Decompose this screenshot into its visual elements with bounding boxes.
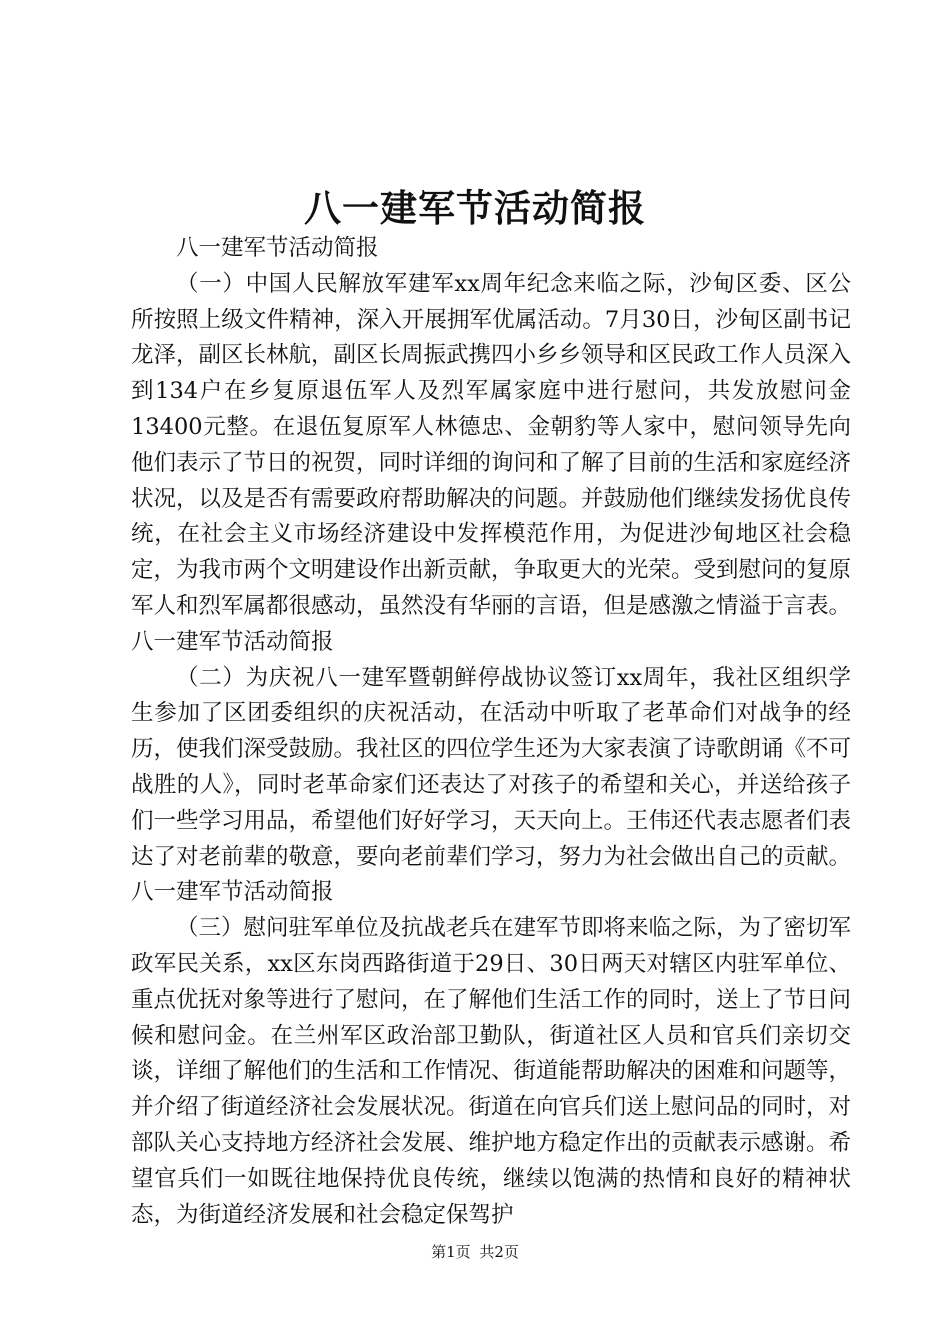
paragraph-1: （一）中国人民解放军建军xx周年纪念来临之际，沙甸区委、区公所按照上级文件精神，深入开展拥军优属活动。7月30日，沙甸区副书记龙泽，副区长林航，副区长周振武携四小乡乡领导和区民政工作人员深入到134户在乡复原退伍军人及烈军属家庭中进行慰问，共发放慰问金13400元整。在退伍复原军人林德忠、金朝豹等人家中，慰问领导先向他们表示了节日的祝贺，同时详细的询问和了解了目前的生活和家庭经济状况，以及是否有需要政府帮助解决的问题。并鼓励他们继续发扬优良传统，在社会主义市场经济建设中发挥模范作用，为促进沙甸地区社会稳定，为我市两个文明建设作出新贡献，争取更大的光荣。受到慰问的复原军人和烈军属都很感动，虽然没有华丽的言语，但是感激之情溢于言表。八一建军节活动简报 — [131, 270, 852, 655]
document-body — [131, 231, 851, 1233]
paragraph-2: （二）为庆祝八一建军暨朝鲜停战协议签订xx周年，我社区组织学生参加了区团委组织的庆祝活动，在活动中听取了老革命们对战争的经历，使我们深受鼓励。我社区的四位学生还为大家表演了诗歌朗诵《不可战胜的人》，同时老革命家们还表达了对孩子的希望和关心，并送给孩子们一些学习用品，希望他们好好学习，天天向上。王伟还代表志愿者们表达了对老前辈的敬意，要向老前辈们学习，努力为社会做出自己的贡献。 — [131, 664, 852, 870]
document-subtitle: 八一建军节活动简报 — [176, 235, 379, 261]
paragraph-heading-repeat: 八一建军节活动简报 — [131, 879, 334, 906]
page-number: 第1页 — [431, 1243, 471, 1261]
page-footer — [0, 1241, 950, 1263]
paragraph-3: （三）慰问驻军单位及抗战老兵在建军节即将来临之际，为了密切军政军民关系，xx区东岗西路街道于29日、30日两天对辖区内驻军单位、重点优抚对象等进行了慰问，在了解他们生活工作的同时，送上了节日问候和慰问金。在兰州军区政治部卫勤队，街道社区人员和官兵们亲切交谈，详细了解他们的生活和工作情况、街道能帮助解决的困难和问题等，并介绍了街道经济社会发展状况。街道在向官兵们送上慰问品的同时，对部队关心支持地方经济社会发展、维护地方稳定作出的贡献表示感谢。希望官兵们一如既往地保持优良传统，继续以饱满的热情和良好的精神状态，为街道经济发展和社会稳定保驾护 — [131, 915, 852, 1228]
document-title: 八一建军节活动简报 — [304, 186, 646, 230]
page-total: 共2页 — [479, 1243, 519, 1261]
